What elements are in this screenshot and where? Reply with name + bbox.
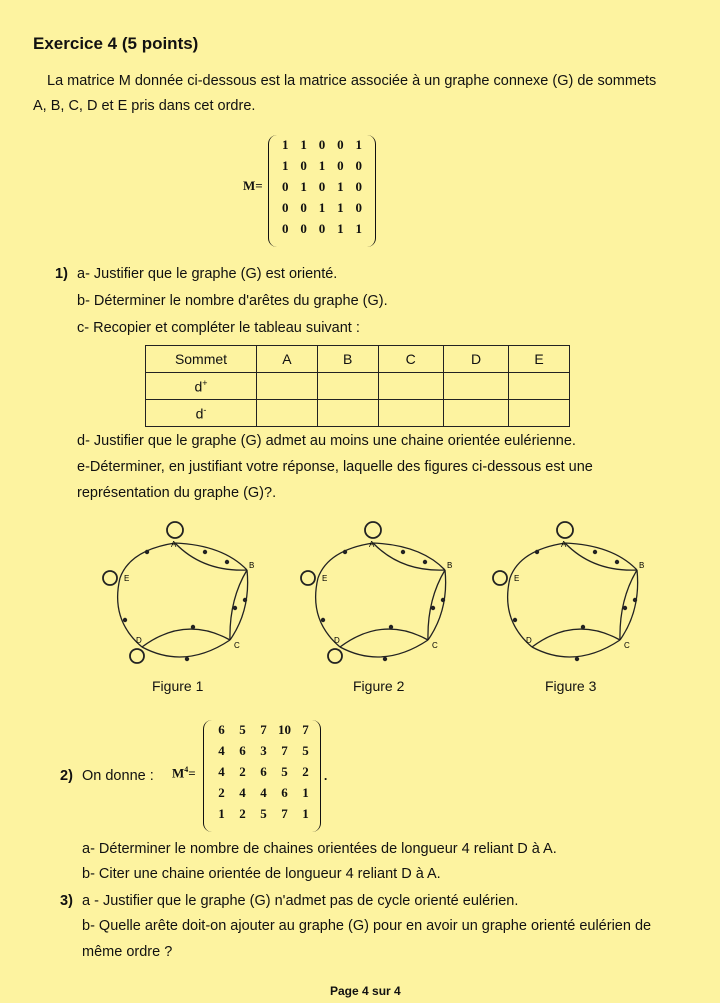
node-label: D [334,636,340,645]
q2-b: b- Citer une chaine orientée de longueur 4 reliant D à A. [82,866,441,882]
matrix-cell: 0 [300,221,307,236]
q3-number: 3) [60,893,73,909]
matrix-cell: 2 [218,785,225,800]
node-label: A [171,540,177,549]
matrix-cell: 4 [218,743,225,758]
matrix-cell: 0 [281,179,289,194]
table-header-cell: D [443,346,508,373]
node-label: B [249,561,255,570]
figure-2-caption: Figure 2 [353,678,405,694]
matrix-cell: 0 [355,200,363,215]
matrix-cell: 1 [302,806,309,821]
matrix-cell: 0 [355,158,363,173]
matrix-cell: 1 [355,137,363,152]
node-label: E [124,574,130,583]
matrix-cell: 7 [281,806,288,821]
matrix-cell: 0 [318,179,326,194]
graph-figure [103,522,254,663]
node-label: C [234,641,240,650]
row-label-d-plus: d+ [146,373,257,400]
q2-intro: On donne : [82,768,154,784]
matrix-cell: 6 [239,743,246,758]
page-footer: Page 4 sur 4 [330,984,401,998]
matrix-m [268,135,376,247]
matrix-cell: 1 [337,179,344,194]
q3-a: a - Justifier que le graphe (G) n'admet pas de cycle orienté eulérien. [82,893,519,909]
table-header-cell: B [317,346,378,373]
matrix-m-label: M= [243,178,263,193]
matrix-cell: 1 [302,785,309,800]
node-label: A [561,540,567,549]
matrix-cell: 7 [260,722,267,737]
matrix-cell: 1 [218,806,225,821]
matrix-m4 [203,720,321,832]
q1-e-line-1: e-Déterminer, en justifiant votre réponse, laquelle des figures ci-dessous est une [77,459,593,475]
matrix-cell: 0 [318,221,326,236]
matrix-cell: 7 [281,743,288,758]
table-header-cell: A [257,346,318,373]
matrix-cell: 1 [337,200,344,215]
matrix-cell: 4 [239,785,246,800]
matrix-cell: 1 [300,179,307,194]
q3-b-line-2: même ordre ? [82,944,173,960]
matrix-cell: 1 [281,158,289,173]
q2-number: 2) [60,768,73,784]
matrix-cell: 10 [278,722,291,737]
node-label: E [514,574,520,583]
matrix-cell: 1 [318,158,326,173]
matrix-cell: 7 [302,722,309,737]
intro-line-2: A, B, C, D et E pris dans cet ordre. [33,98,256,114]
table-header-cell: C [378,346,443,373]
table-row [146,373,570,400]
degree-table [145,345,570,427]
matrix-cell: 0 [318,137,326,152]
intro-line-1: La matrice M donnée ci-dessous est la matrice associée à un graphe connexe (G) de sommets [47,73,657,89]
m4-label: $M^4=$ [172,765,196,781]
matrix-cell: 2 [239,806,246,821]
node-label: B [447,561,453,570]
matrix-cell: 6 [218,722,225,737]
row-label-d-minus: d- [146,400,257,427]
node-label: D [136,636,142,645]
matrix-cell: 4 [260,785,267,800]
q3-b-line-1: b- Quelle arête doit-on ajouter au graphe (G) pour en avoir un graphe orienté eulérien de [82,918,652,934]
matrix-cell: 1 [355,221,363,236]
matrix-cell: 1 [300,137,307,152]
q1-b: b- Déterminer le nombre d'arêtes du graphe (G). [77,293,388,309]
matrix-cell: 2 [302,764,309,779]
table-header-row [146,346,570,373]
node-label: E [322,574,328,583]
node-label: C [432,641,438,650]
matrix-cell: 5 [260,806,267,821]
matrix-cell: 2 [239,764,246,779]
matrix-cell: 0 [281,200,289,215]
matrix-cell: 0 [300,158,307,173]
graph-figure [493,522,644,661]
matrix-cell: 1 [318,200,326,215]
matrix-cell: 6 [260,764,267,779]
matrix-cell: 6 [281,785,288,800]
matrix-cell: 0 [355,179,363,194]
matrix-cell: 0 [281,221,289,236]
table-header-cell: E [509,346,570,373]
node-label: D [526,636,532,645]
matrix-cell: 0 [337,158,344,173]
q1-d: d- Justifier que le graphe (G) admet au moins une chaine orientée eulérienne. [77,433,576,449]
node-label: A [369,540,375,549]
matrix-cell: 5 [239,722,246,737]
matrix-cell: 0 [300,200,307,215]
matrix-cell: 4 [218,764,225,779]
figure-1-caption: Figure 1 [152,678,204,694]
matrix-cell: 1 [337,221,344,236]
graph-figures [0,500,720,680]
exercise-title: Exercice 4 (5 points) [33,34,199,53]
q2-a: a- Déterminer le nombre de chaines orientées de longueur 4 reliant D à A. [82,841,557,857]
matrix-cell: 1 [281,137,289,152]
q1-number: 1) [55,266,68,282]
q1-e-line-2: représentation du graphe (G)?. [77,485,277,501]
node-label: B [639,561,645,570]
figure-3-caption: Figure 3 [545,678,597,694]
matrix-cell: 0 [337,137,344,152]
table-header-cell: Sommet [146,346,257,373]
node-label: C [624,641,630,650]
matrix-cell: 5 [302,743,309,758]
q1-c: c- Recopier et compléter le tableau suivant : [77,320,360,336]
matrix-cell: 5 [281,764,288,779]
table-row [146,400,570,427]
q1-a: a- Justifier que le graphe (G) est orienté. [77,266,338,282]
graph-figure [301,522,452,663]
matrix-cell: 3 [260,743,267,758]
